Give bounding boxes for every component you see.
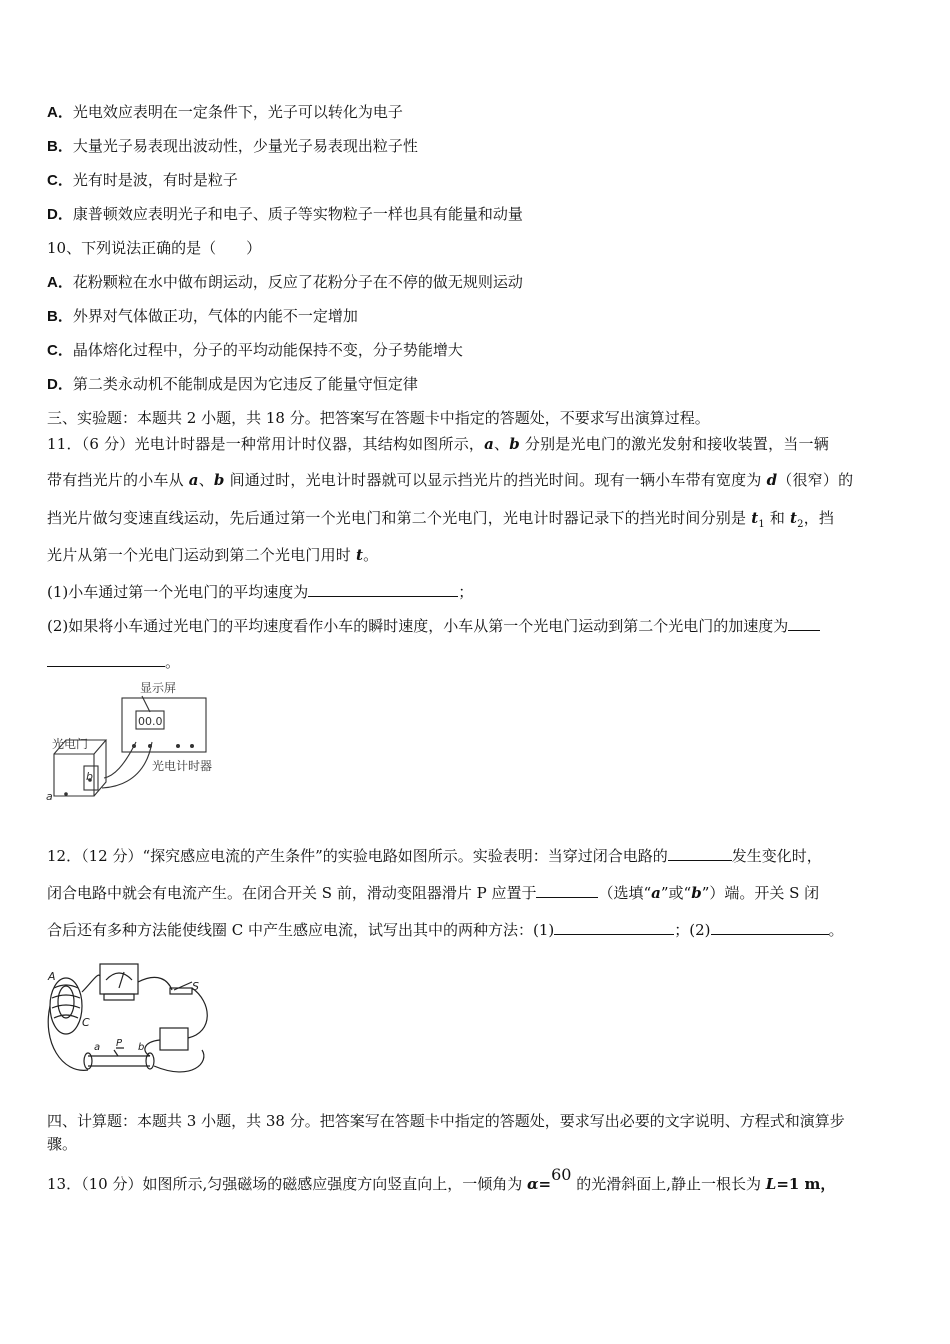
var-L: L [765,1175,777,1193]
q11-subquestion-1 [47,580,910,603]
section-3-heading: 三、实验题：本题共 2 小题，共 18 分。把答案写在答题卡中指定的答题处，不要求写出演算过程。 [47,409,710,427]
option-text: 第二类永动机不能制成是因为它违反了能量守恒定律 [72,375,418,393]
label-C: C [82,1016,90,1029]
label-b: b [138,1042,145,1053]
label-a: a [46,790,53,803]
terminal [148,744,152,748]
var-b: b [509,435,520,453]
galvanometer-scale [106,973,132,980]
wire [154,1050,204,1072]
q11-subquestion-2 [47,614,910,637]
wire-1 [104,742,136,778]
q11-text: 分别是光电门的激光发射和接收装置，当一辆 [519,435,829,453]
q10-option-c [47,339,910,362]
display-readout: 00.0 [138,715,163,728]
q9-option-a [47,101,910,124]
q11-text: 。 [363,546,379,564]
label-S: S [192,980,199,993]
option-text: 大量光子易表现出波动性，少量光子易表现出粒子性 [72,137,418,155]
q12-text: （选填“ [598,884,652,902]
q10-option-d [47,373,910,396]
induction-circuit-figure [42,952,220,1084]
subscript-1: 1 [758,519,765,530]
answer-blank[interactable] [668,844,732,861]
q11-line-2 [47,469,910,491]
sep: 、 [198,471,214,489]
q11-line-1 [47,433,910,455]
var-alpha: α= [526,1175,552,1193]
and: 和 [764,509,791,527]
angle-value: 60 [551,1165,572,1184]
q12-text: ”）端。开关 S 闭 [701,884,820,902]
wire [145,1040,160,1056]
rheostat-slider [114,1048,124,1056]
var-a: a [484,435,495,453]
q11-sub1-text: (1)小车通过第一个光电门的平均速度为 [47,583,309,601]
answer-blank[interactable] [47,650,165,667]
q11-text: 挡光片做匀变速直线运动，先后通过第一个光电门和第二个光电门，光电计时器记录下的挡光时间分别是 [47,509,752,527]
wire-2 [102,742,152,788]
q12-text: ；(2) [674,921,711,939]
wire [188,988,207,1038]
q12-line-2 [47,881,910,904]
q12-text: 闭合电路中就会有电流产生。在闭合开关 S 前，滑动变阻器滑片 P 应置于 [47,884,537,902]
option-text: 光电效应表明在一定条件下，光子可以转化为电子 [72,103,403,121]
var-t: t [790,509,798,527]
answer-blank[interactable] [308,580,458,597]
answer-blank[interactable] [554,918,674,935]
q13-line-1 [47,1165,910,1195]
q11-text: （很窄）的 [777,471,854,489]
wire [138,977,172,990]
option-text: 外界对气体做正功，气体的内能不一定增加 [72,307,358,325]
q11-text: 带有挡光片的小车从 [47,471,189,489]
option-label: A． [47,274,73,291]
answer-blank[interactable] [711,918,829,935]
switch-blade [174,982,192,990]
answer-blank[interactable] [788,614,820,631]
q12-text: ”或“ [660,884,692,902]
timer-label: 光电计时器 [152,759,213,773]
q12-line-1 [47,844,910,867]
galvanometer [100,964,138,994]
label-P: P [116,1038,123,1049]
switch-base [170,988,192,994]
section-4-heading: 四、计算题：本题共 3 小题，共 38 分。把答案写在答题卡中指定的答题处，要求写出必要的文字说明、方程式和演算步 [47,1112,845,1130]
q11-subquestion-2-cont [47,650,910,673]
label-a: a [94,1042,101,1053]
option-label: B． [47,308,73,325]
var-a: a [188,471,199,489]
var-t: t [355,546,364,564]
q12-text: 12．（12 分）“探究感应电流的产生条件”的实验电路如图所示。实验表明：当穿过闭合电路的 [47,847,668,865]
option-label: C． [47,342,73,359]
option-label: A． [47,104,73,121]
q12-text: 合后还有多种方法能使线圈 C 中产生感应电流，试写出其中的两种方法：(1) [47,921,555,939]
q9-option-c [47,169,910,192]
battery [160,1028,188,1050]
option-label: C． [47,172,73,189]
option-text: 晶体熔化过程中，分子的平均动能保持不变，分子势能增大 [72,341,463,359]
q12-line-3 [47,918,910,941]
q11-line-4 [47,544,910,566]
terminal [132,744,136,748]
option-text: 光有时是波，有时是粒子 [72,171,238,189]
coil-inner [58,986,74,1018]
label-A: A [48,970,56,983]
option-label: D． [47,376,73,393]
q11-text: 间通过时，光电计时器就可以显示挡光片的挡光时间。现有一辆小车带有宽度为 [224,471,767,489]
var-d: d [766,471,778,489]
galvanometer-base [104,994,134,1000]
answer-blank[interactable] [536,881,598,898]
photogate-figure [44,676,234,812]
q13-text: =1 m， [776,1175,836,1193]
q13-text: 的光滑斜面上,静止一根长为 [571,1175,766,1193]
q9-option-d [47,203,910,226]
option-text: 康普顿效应表明光子和电子、质子等实物粒子一样也具有能量和动量 [72,205,523,223]
q12-text: 。 [828,921,844,939]
option-text: 花粉颗粒在水中做布朗运动，反应了花粉分子在不停的做无规则运动 [72,273,523,291]
q11-sub2-text: (2)如果将小车通过光电门的平均速度看作小车的瞬时速度，小车从第一个光电门运动到第二个光电门的加速度为 [47,617,789,635]
q11-line-3 [47,507,910,536]
var-b: b [213,471,225,489]
terminal [190,744,194,748]
q11-text: 11．（6 分）光电计时器是一种常用计时仪器，其结构如图所示， [47,435,485,453]
option-label: D． [47,206,73,223]
sep: 、 [494,435,510,453]
q11-sub1-end: ； [458,583,474,601]
q11-sub2-end: 。 [165,653,181,671]
terminal [176,744,180,748]
q11-text: 光片从第一个光电门运动到第二个光电门用时 [47,546,356,564]
gate-label: 光电门 [52,737,89,751]
var-t: t [751,509,759,527]
rheostat-rail [88,1056,150,1066]
q13-text: 13．（10 分）如图所示,匀强磁场的磁感应强度方向竖直向上，一倾角为 [47,1175,527,1193]
q10-option-b [47,305,910,328]
wire [82,975,100,992]
coil-windings [52,985,80,1018]
q9-option-b [47,135,910,158]
label-b: b [86,770,93,783]
q10-option-a [47,271,910,294]
subscript-2: 2 [797,519,804,530]
q12-text: 发生变化时， [731,847,822,865]
option-label: B． [47,138,73,155]
terminal [64,792,68,796]
opt-a: a [651,884,661,902]
display-label: 显示屏 [140,681,177,695]
q10-stem: 10、下列说法正确的是（ ） [47,239,262,257]
section-4-heading-cont: 骤。 [47,1135,78,1153]
galvanometer-needle [119,972,124,988]
opt-b: b [691,884,702,902]
q11-text: ，挡 [803,509,835,527]
